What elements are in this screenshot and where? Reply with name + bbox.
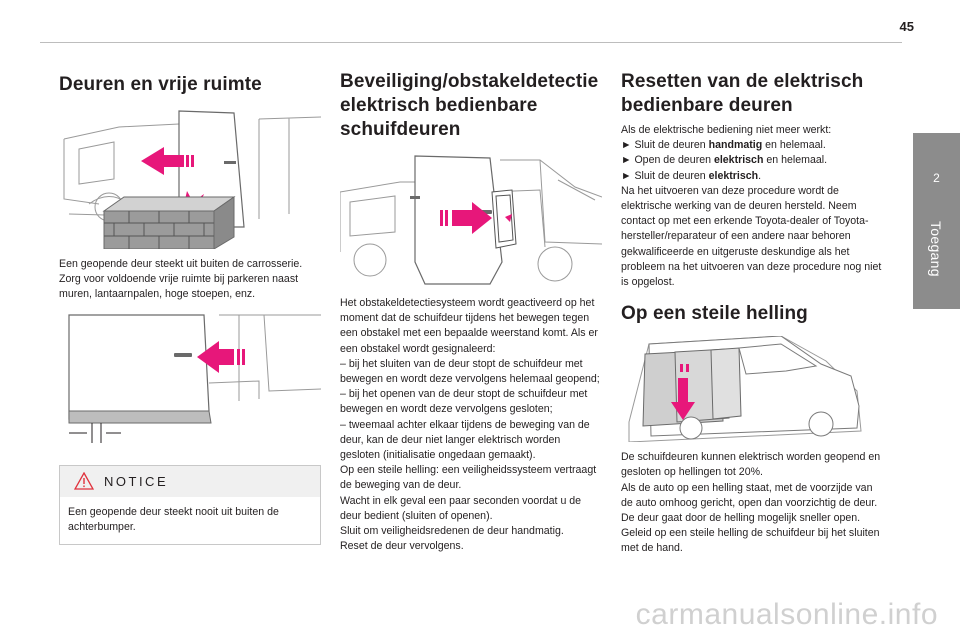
notice-title: NOTICE	[104, 473, 169, 489]
page-number: 45	[899, 19, 914, 34]
illustration-obstacle-detection	[340, 152, 602, 290]
column-2	[340, 70, 602, 554]
clearance-paragraph: Een geopende deur steekt uit buiten de carrosserie. Zorg voor voldoende vrije ruimte bij parkeren naast muren, lantaarnpalen, hoge stoepen, enz.	[59, 258, 303, 301]
reset-note: Reset de deur vervolgens.	[340, 540, 464, 553]
manual-close-note: Sluit om veiligheidsredenen de deur handmatig.	[340, 525, 564, 538]
obstacle-closing-case: – bij het sluiten van de deur stopt de schuifdeur met bewegen en wordt deze vervolgens helemaal geopend;	[340, 357, 600, 386]
chapter-label: Toegang	[928, 221, 944, 277]
section-heading-doors-clearance: Deuren en vrije ruimte	[59, 74, 262, 95]
illustration-van-slope	[621, 336, 883, 442]
notice-text: Een geopende deur steekt nooit uit buiten de achterbumper.	[68, 505, 279, 533]
slope-guide-door: Geleid op een steile helling de schuifdeur bij het sluiten met de hand.	[621, 527, 880, 555]
warning-triangle-icon	[74, 472, 94, 490]
section-heading-steep-slope: Op een steile helling	[621, 303, 808, 325]
reset-step-1: ► Sluit de deuren handmatig en helemaal.	[621, 139, 826, 152]
notice-box	[59, 465, 321, 545]
column-1	[59, 70, 321, 545]
chapter-number: 2	[933, 171, 940, 185]
section-heading-reset-doors: Resetten van de elektrisch bedienbare deuren	[621, 71, 864, 116]
top-rule	[40, 42, 902, 43]
illustration-door-bumper	[59, 311, 321, 447]
obstacle-twice-case: – tweemaal achter elkaar tijdens de beweging van de deur, kan de deur niet langer elektrisch worden gesloten (initialisatie ongedaan gemaakt).	[340, 418, 590, 462]
reset-explanation: Na het uitvoeren van deze procedure wordt de elektrische werking van de deuren hersteld. Neem contact op met een erkende Toyota-dealer of Toyota-hersteller/reparateur of een andere naar behoren gekwalificeerde en uitgeruste deskundige als het probleem na het uitvoeren van deze procedure nog niet is opgelost.	[621, 184, 882, 289]
slope-caution: Als de auto op een helling staat, met de voorzijde van de auto omhoog gericht, open dan voorzichtig de deur. De deur gaat door de helling mogelijk sneller open.	[621, 481, 878, 525]
obstacle-opening-case: – bij het openen van de deur stopt de schuifdeur met bewegen en wordt deze vervolgens gesloten;	[340, 388, 588, 416]
steep-slope-note: Op een steile helling: een veiligheidssysteem vertraagt de beweging van de deur.	[340, 464, 597, 492]
slope-capability: De schuifdeuren kunnen elektrisch worden geopend en gesloten op hellingen tot 20%.	[621, 451, 881, 479]
illustration-door-wall	[59, 109, 321, 249]
reset-step-3: ► Sluit de deuren elektrisch.	[621, 169, 762, 182]
wait-note: Wacht in elk geval een paar seconden voordat u de deur bedient (sluiten of openen).	[340, 494, 582, 522]
reset-step-2: ► Open de deuren elektrisch en helemaal.	[621, 154, 828, 167]
chapter-tab	[913, 133, 960, 309]
notice-header	[60, 466, 320, 497]
watermark: carmanualsonline.info	[635, 598, 938, 631]
reset-intro: Als de elektrische bediening niet meer werkt:	[621, 124, 832, 136]
obstacle-intro: Het obstakeldetectiesysteem wordt geactiveerd op het moment dat de schuifdeur tijdens het bewegen tegen een obstakel met een bepaalde weerstand komt. Als er een obstakel wordt gesignaleerd:	[340, 297, 598, 355]
section-heading-obstacle-detection: Beveiliging/obstakeldetectie elektrisch bedienbare schuifdeuren	[340, 71, 599, 140]
column-3	[621, 70, 883, 557]
